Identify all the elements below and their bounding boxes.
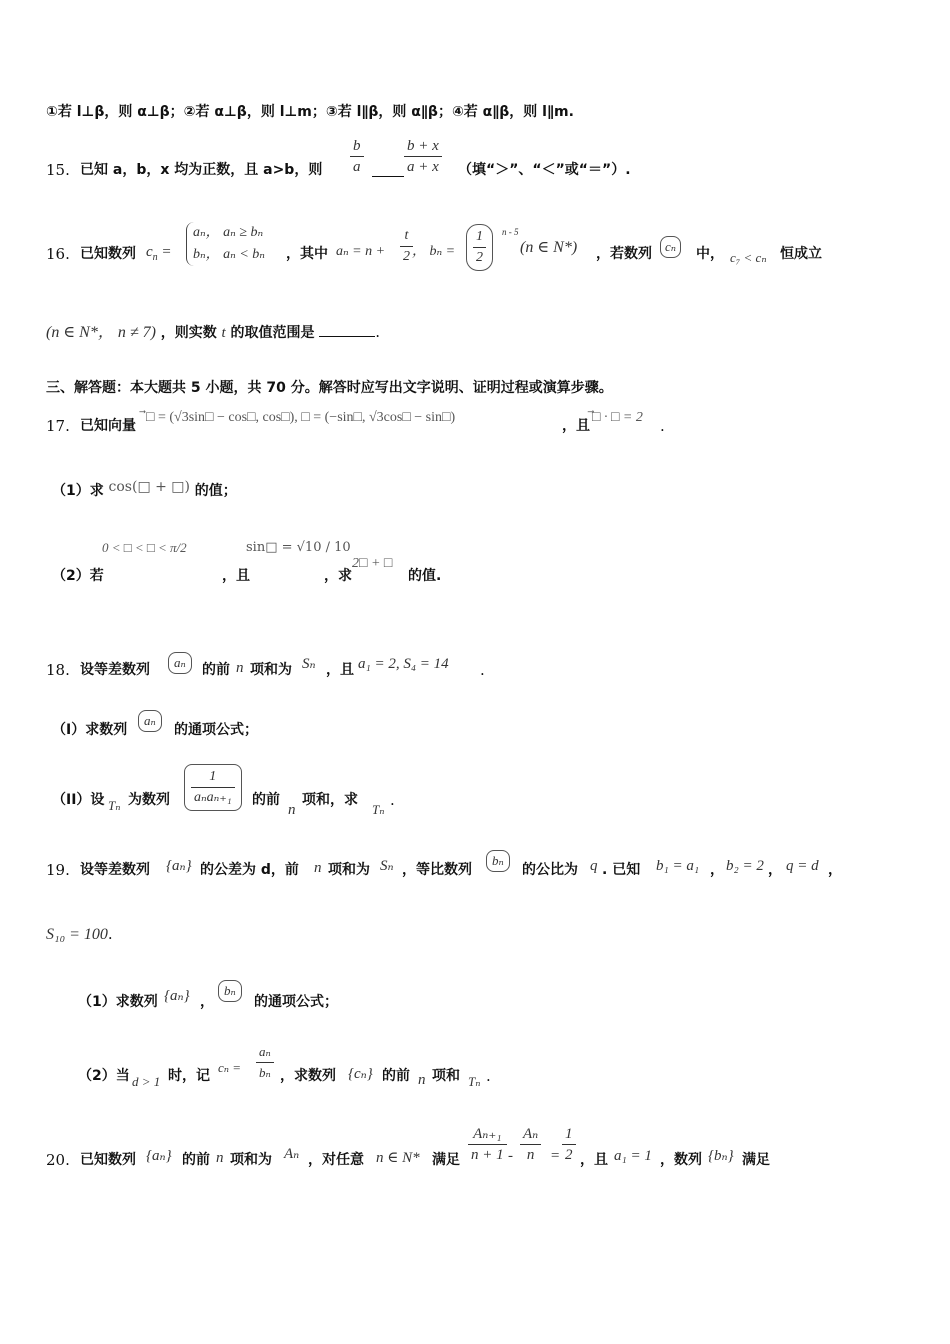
q17-p2-label: （2）若 — [52, 568, 104, 584]
q17-p1-label: （1）求 — [52, 483, 104, 499]
q16-t-over-2: $\frac{t}{2}$ — [400, 226, 413, 267]
q15-number: 15. — [46, 161, 70, 179]
q19-p1-bn: bₙ — [218, 980, 242, 1002]
q20-fraction-3: $\frac{1}{2}$ — [562, 1124, 576, 1165]
propositions-line — [46, 102, 574, 122]
q19-number: 19. — [46, 861, 70, 879]
q16-text-e: 恒成立 — [780, 246, 822, 262]
q19-p2-tail2: 的前 — [382, 1068, 410, 1084]
q18-p2-n: n — [288, 802, 296, 818]
q16-text-f: ，则实数 — [160, 325, 217, 341]
q18-p2-fraction: $\frac{1}{\text{aₙaₙ₊₁}}$ — [184, 764, 242, 811]
q16-domain: (n ∈ N*) — [520, 239, 578, 256]
q18-p1-an: aₙ — [138, 710, 162, 732]
q19-p2-Tn: Tₙ — [468, 1074, 481, 1089]
question-16-cont: (n ∈ N*， n ≠ 7) ，则实数 t 的取值范围是 . — [46, 323, 381, 341]
q16-cn: $c_n$ = — [146, 244, 172, 263]
q16-piecewise: aₙ， aₙ ≥ bₙ bₙ， aₙ < bₙ — [186, 222, 265, 266]
q19-bn: bₙ — [486, 850, 510, 872]
q20-text-f: ，且 — [580, 1152, 608, 1168]
q18-an-seq: aₙ — [168, 652, 192, 674]
q19-q: q — [590, 858, 598, 874]
q19-p2-tail3: 项和 — [432, 1068, 460, 1084]
q20-bn: {bₙ} — [708, 1148, 734, 1164]
q19-p2-fraction: $\frac{\text{aₙ}}{\text{bₙ}}$ — [256, 1042, 274, 1083]
q18-p1-tail: 的通项公式； — [174, 722, 258, 738]
q17-part-1 — [52, 476, 237, 497]
q16-text-b: ，其中 — [286, 246, 328, 262]
q17-p2-tail: 的值. — [408, 568, 442, 584]
q19-text-c: 项和为 — [328, 862, 370, 878]
q15-answer-blank[interactable] — [372, 160, 404, 177]
q18-p2-tail: 的前 — [252, 792, 280, 808]
q20-text-c: 项和为 — [230, 1152, 272, 1168]
q16-text-d: 中， — [696, 246, 724, 262]
q19-given-2: b₂ = 2 — [726, 858, 764, 874]
q16-text-c: ，若数列 — [596, 246, 652, 262]
q18-Sn: Sₙ — [302, 656, 316, 672]
q18-text-c: 项和为 — [250, 662, 292, 678]
q18-end: . — [480, 661, 485, 679]
q19-comma-1: ， — [710, 862, 724, 878]
q19-given-1: b₁ = a₁ — [656, 858, 700, 874]
section-3-text: 三、解答题：本大题共 5 小题，共 70 分。解答时应写出文字说明、证明过程或演算步骤。 — [46, 380, 613, 396]
q18-p2-end: . — [390, 791, 395, 809]
q15-fraction-bx-over-ax: $\frac{b + x}{a + x}$ — [404, 136, 442, 177]
q16-number: 16. — [46, 245, 70, 263]
q20-text-a: 已知数列 — [80, 1152, 136, 1168]
q17-end: . — [660, 417, 665, 435]
q18-p2-tail2: 项和，求 — [302, 792, 358, 808]
q17-text-a: 已知向量 — [80, 418, 136, 434]
q20-text-b: 的前 — [182, 1152, 210, 1168]
q19-text-a: 设等差数列 — [80, 862, 150, 878]
q20-a1: a₁ = 1 — [614, 1148, 652, 1164]
q19-Sn: Sₙ — [380, 858, 394, 874]
q20-text-d: ，对任意 — [308, 1152, 364, 1168]
q17-p2-expr: 2□ + □ — [352, 556, 393, 571]
q16-bn-def: ， bₙ = — [412, 244, 456, 259]
q19-p1-comma: ， — [200, 994, 214, 1010]
q18-p2-mid: 为数列 — [128, 792, 170, 808]
q17-p2-sin: sin□ = √10 / 10 — [246, 540, 351, 555]
q16-answer-blank[interactable] — [319, 322, 375, 337]
q20-number: 20. — [46, 1151, 70, 1169]
q19-text-f: . 已知 — [602, 862, 641, 878]
q19-p1-an: {aₙ} — [164, 988, 190, 1004]
q19-p2-mid: 时，记 — [168, 1068, 210, 1084]
q18-number: 18. — [46, 661, 70, 679]
q16-t-var: t — [221, 325, 226, 341]
q20-n: n — [216, 1150, 224, 1166]
q19-s10-line: S₁₀ = 100. — [46, 925, 113, 943]
q19-text-e: 的公比为 — [522, 862, 578, 878]
q16-an-def: aₙ = n + — [336, 244, 386, 259]
q18-given: a₁ = 2, S₄ = 14 — [358, 656, 449, 672]
propositions-text: ①若 l⊥β，则 α⊥β；②若 α⊥β，则 l⊥m；③若 l∥β，则 α∥β；④若 α∥β，则 l∥m. — [46, 104, 574, 120]
q19-p2-label: （2）当 — [78, 1068, 130, 1084]
q18-p2-Tn2: Tₙ — [372, 802, 385, 817]
q19-p2-end: . — [486, 1067, 491, 1085]
q17-p2-and: ，且 — [222, 568, 250, 584]
q20-domain: n ∈ N* — [376, 1150, 420, 1166]
q20-text-h: 满足 — [742, 1152, 770, 1168]
q17-p2-condition: 0 < □ < □ < π/2 — [102, 540, 187, 555]
q18-text-b: 的前 — [202, 662, 230, 678]
q15-text-b: （填“＞”、“＜”或“＝”）. — [458, 162, 631, 178]
q18-text-a: 设等差数列 — [80, 662, 150, 678]
q16-text-g: 的取值范围是 — [230, 325, 315, 341]
q17-dot-product: ⃗□ · □ = 2 — [592, 410, 643, 425]
q20-an: {aₙ} — [146, 1148, 172, 1164]
q16-condition-2: (n ∈ N*， n ≠ 7) — [46, 324, 156, 341]
q16-text-a: 已知数列 — [80, 246, 136, 262]
q17-p1-expr: cos(□ + □) — [108, 479, 190, 495]
q17-number: 17. — [46, 417, 70, 435]
q16-cn-seq: cₙ — [660, 236, 681, 258]
q19-comma-3: ， — [828, 862, 842, 878]
section-3-heading — [46, 378, 613, 398]
q19-text-d: ，等比数列 — [402, 862, 472, 878]
q19-given-3: q = d — [786, 858, 819, 874]
q19-comma-2: ， — [768, 862, 782, 878]
q16-exponent: n - 5 — [502, 227, 519, 237]
q19-p2-cn: cₙ = — [218, 1060, 242, 1075]
q20-minus: - — [508, 1148, 513, 1164]
q16-half-paren: $\frac{1}{2}$ — [466, 224, 493, 271]
q18-p2-label: （II）设 — [52, 792, 105, 808]
q20-text-g: ，数列 — [660, 1152, 702, 1168]
q15-fraction-b-over-a: $\frac{b}{a}$ — [350, 136, 364, 177]
q18-p2-Tn: Tₙ — [108, 798, 121, 813]
q19-p2-n: n — [418, 1072, 426, 1088]
q17-p1-tail: 的值； — [194, 483, 237, 499]
q19-text-b: 的公差为 d，前 — [200, 862, 299, 878]
q15-text-a: 已知 a，b，x 均为正数，且 a>b，则 — [80, 162, 323, 178]
q20-fraction-1: $\frac{\text{Aₙ₊₁}}{n + 1}$ — [468, 1124, 507, 1165]
q20-An: Aₙ — [284, 1146, 300, 1162]
q17-p2-ask: ，求 — [324, 568, 352, 584]
q18-text-d: ，且 — [326, 662, 354, 678]
q19-p2-seq: {cₙ} — [348, 1066, 373, 1082]
q19-p1-label: （1）求数列 — [78, 994, 158, 1010]
q20-text-e: 满足 — [432, 1152, 460, 1168]
q19-n: n — [314, 860, 322, 876]
q18-n: n — [236, 660, 244, 676]
q19-an: {aₙ} — [166, 858, 192, 874]
q16-condition: c₇ < cₙ — [730, 250, 767, 265]
q20-eq: = — [550, 1148, 561, 1164]
q17-text-b: ，且 — [562, 418, 590, 434]
q20-fraction-2: $\frac{\text{Aₙ}}{n}$ — [520, 1124, 541, 1165]
q19-p2-cond: d > 1 — [132, 1074, 161, 1089]
q18-p1-label: （I）求数列 — [52, 722, 128, 738]
q19-p1-tail: 的通项公式； — [254, 994, 338, 1010]
q19-p2-tail: ，求数列 — [280, 1068, 336, 1084]
q19-s10: S₁₀ = 100 — [46, 926, 108, 943]
q17-vectors: ⃗□ = (√3sin□ − cos□, cos□), □ = (−sin□, √3cos□ − sin□) — [146, 410, 456, 425]
